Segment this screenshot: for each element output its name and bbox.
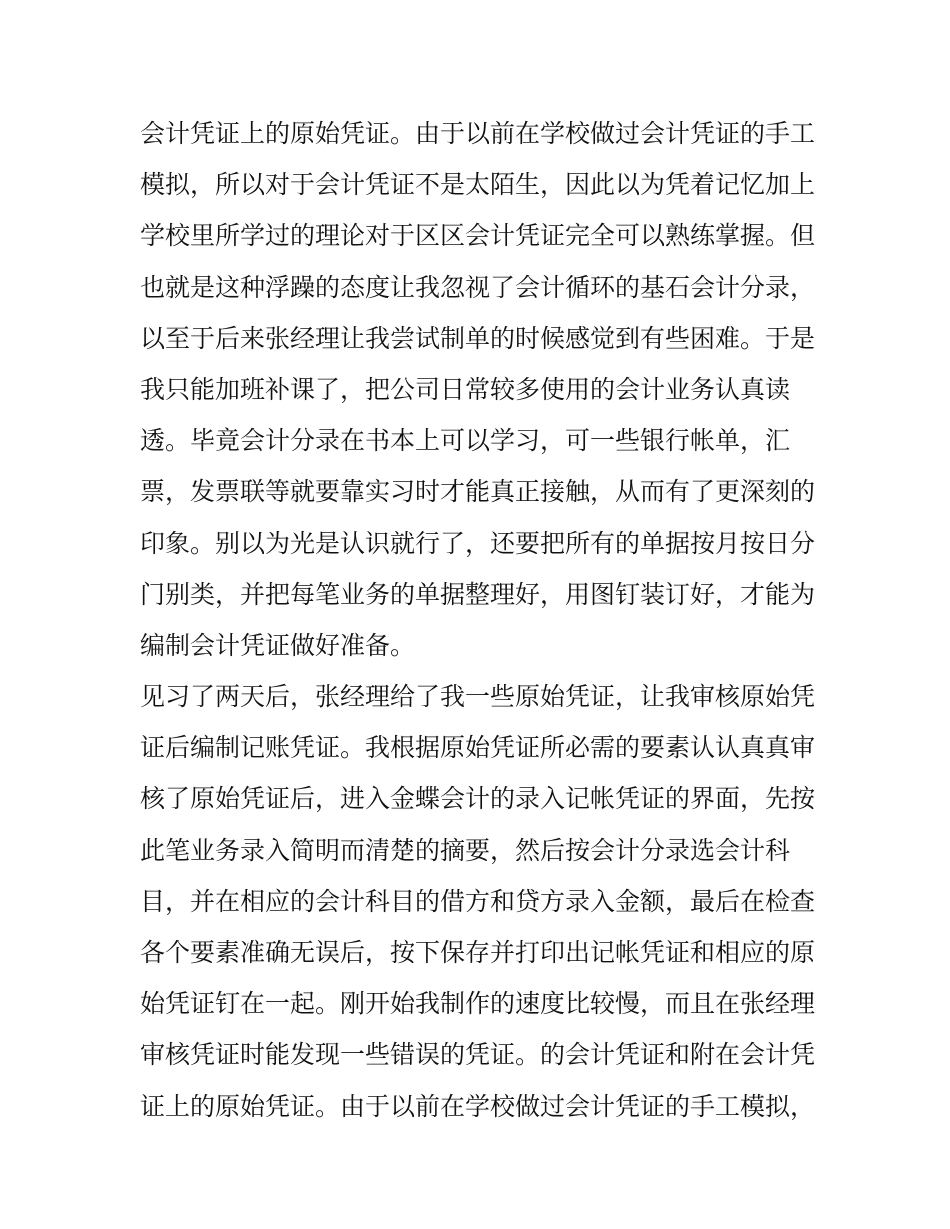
text-line: 证上的原始凭证。由于以前在学校做过会计凭证的手工模拟，: [140, 1091, 816, 1121]
text-line: 审核凭证时能发现一些错误的凭证。的会计凭证和附在会计凭: [140, 1040, 816, 1070]
text-line: 模拟，所以对于会计凭证不是太陌生，因此以为凭着记忆加上: [140, 170, 816, 200]
text-line: 会计凭证上的原始凭证。由于以前在学校做过会计凭证的手工: [140, 119, 816, 148]
text-line: 我只能加班补课了，把公司日常较多使用的会计业务认真读: [140, 374, 791, 404]
text-line: 目，并在相应的会计科目的借方和贷方录入金额，最后在检查: [140, 886, 816, 916]
text-line: 编制会计凭证做好准备。: [140, 630, 416, 660]
text-line: 各个要素准确无误后，按下保存并打印出记帐凭证和相应的原: [140, 938, 816, 967]
text-line: 学校里所学过的理论对于区区会计凭证完全可以熟练掌握。但: [140, 221, 816, 251]
text-line: 透。毕竟会计分录在书本上可以学习，可一些银行帐单，汇: [140, 426, 791, 456]
text-line: 票，发票联等就要靠实习时才能真正接触，从而有了更深刻的: [140, 477, 816, 507]
text-line: 此笔业务录入简明而清楚的摘要，然后按会计分录选会计科: [140, 835, 791, 865]
text-line: 也就是这种浮躁的态度让我忽视了会计循环的基石会计分录，: [140, 272, 816, 302]
text-line: 见习了两天后，张经理给了我一些原始凭证，让我审核原始凭: [140, 682, 816, 712]
body-text: [140, 108, 820, 1132]
text-line: 以至于后来张经理让我尝试制单的时候感觉到有些困难。于是: [140, 323, 816, 353]
text-line: 门别类，并把每笔业务的单据整理好，用图钉装订好，才能为: [140, 579, 816, 609]
text-line: 证后编制记账凭证。我根据原始凭证所必需的要素认认真真审: [140, 733, 816, 763]
text-line: 印象。别以为光是认识就行了，还要把所有的单据按月按日分: [140, 528, 816, 558]
text-line: 始凭证钉在一起。刚开始我制作的速度比较慢，而且在张经理: [140, 989, 816, 1019]
text-line: 核了原始凭证后，进入金蝶会计的录入记帐凭证的界面，先按: [140, 784, 816, 814]
